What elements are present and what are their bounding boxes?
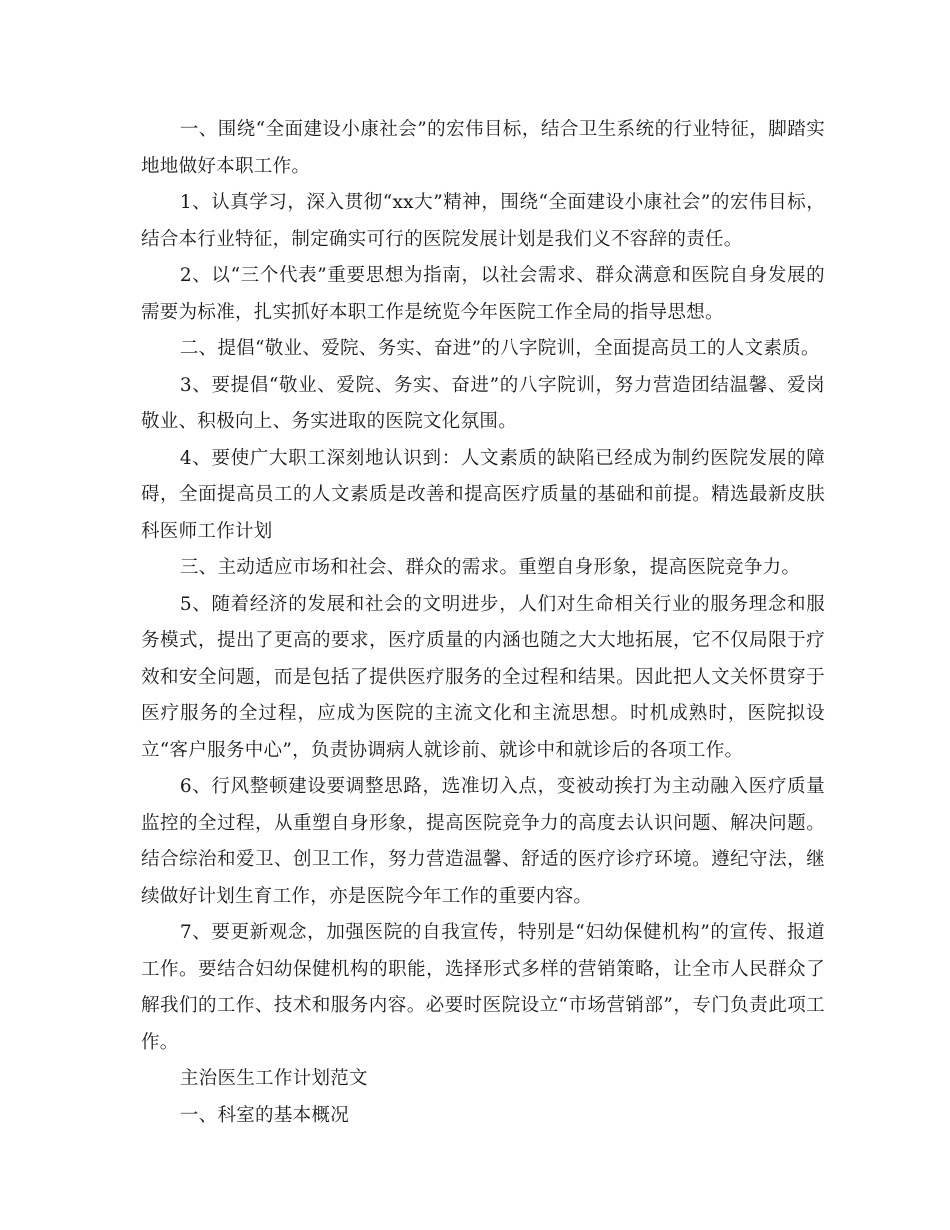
paragraph-8: 5、随着经济的发展和社会的文明进步，人们对生命相关行业的服务理念和服务模式，提出了更高的要求，医疗质量的内涵也随之大大地拓展，它不仅局限于疗效和安全问题，而是包括了提供医疗服务的全过程和结果。因此把人文关怀贯穿于医疗服务的全过程，应成为医院的主流文化和主流思想。时机成熟时，医院拟设立“客户服务中心”，负责协调病人就诊前、就诊中和就诊后的各项工作。 bbox=[141, 593, 825, 761]
subsection-heading: 一、科室的基本概况 bbox=[179, 1104, 350, 1126]
document-body bbox=[141, 112, 825, 1134]
paragraph-6: 4、要使广大职工深刻地认识到：人文素质的缺陷已经成为制约医院发展的障碍，全面提高员工的人文素质是改善和提高医疗质量的基础和前提。精选最新皮肤科医师工作计划 bbox=[141, 447, 825, 542]
section-heading: 主治医生工作计划范文 bbox=[179, 1068, 368, 1089]
paragraph-10: 7、要更新观念，加强医院的自我宣传，特别是“妇幼保健机构”的宣传、报道工作。要结合妇幼保健机构的职能，选择形式多样的营销策略，让全市人民群众了解我们的工作、技术和服务内容。必要时医院设立“市场营销部”，专门负责此项工作。 bbox=[141, 922, 825, 1053]
paragraph-2: 1、认真学习，深入贯彻“xx大”精神，围绕“全面建设小康社会”的宏伟目标，结合本行业特征，制定确实可行的医院发展计划是我们义不容辞的责任。 bbox=[141, 192, 825, 250]
paragraph-4: 二、提倡“敬业、爱院、务实、奋进”的八字院训，全面提高员工的人文素质。 bbox=[179, 338, 820, 359]
paragraph-7: 三、主动适应市场和社会、群众的需求。重塑自身形象，提高医院竞争力。 bbox=[179, 557, 801, 578]
paragraph-9: 6、行风整顿建设要调整思路，选准切入点，变被动挨打为主动融入医疗质量监控的全过程，从重塑自身形象，提高医院竞争力的高度去认识问题、解决问题。结合综治和爱卫、创卫工作，努力营造温馨、舒适的医疗诊疗环境。遵纪守法，继续做好计划生育工作，亦是医院今年工作的重要内容。 bbox=[141, 776, 825, 907]
paragraph-1: 一、围绕“全面建设小康社会”的宏伟目标，结合卫生系统的行业特征，脚踏实地地做好本职工作。 bbox=[141, 119, 825, 177]
paragraph-3: 2、以“三个代表”重要思想为指南，以社会需求、群众满意和医院自身发展的需要为标准，扎实抓好本职工作是统览今年医院工作全局的指导思想。 bbox=[141, 265, 825, 323]
paragraph-5: 3、要提倡“敬业、爱院、务实、奋进”的八字院训，努力营造团结温馨、爱岗敬业、积极向上、务实进取的医院文化氛围。 bbox=[141, 374, 825, 432]
